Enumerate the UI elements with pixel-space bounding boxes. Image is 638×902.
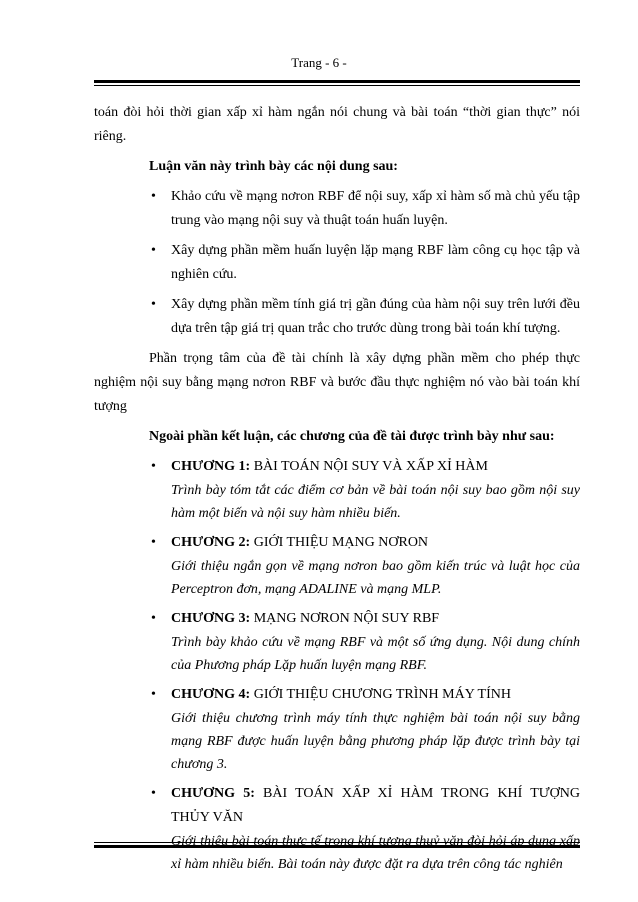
chapter-heading xyxy=(171,782,580,830)
chapter-title: GIỚI THIỆU CHƯƠNG TRÌNH MÁY TÍNH xyxy=(253,687,511,702)
chapter-title: BÀI TOÁN XẤP XỈ HÀM TRONG KHÍ TƯỢNG THỦY VĂN xyxy=(171,786,580,825)
bullet-icon: • xyxy=(151,687,156,702)
chapter-heading xyxy=(171,455,580,479)
bullet-icon: • xyxy=(151,611,156,626)
list-item xyxy=(149,293,580,341)
chapter-heading xyxy=(171,607,580,631)
focus-paragraph: Phần trọng tâm của đề tài chính là xây dựng phần mềm cho phép thực nghiệm nội suy bằng mạng nơron RBF và bước đầu thực nghiệm nó vào bài toán khí tượng xyxy=(94,351,580,414)
body-text xyxy=(94,101,580,882)
list-item-text: Xây dựng phần mềm huấn luyện lặp mạng RBF làm công cụ học tập và nghiên cứu. xyxy=(171,243,580,282)
page-header: Trang - 6 - xyxy=(291,55,347,70)
header-rule xyxy=(94,80,580,83)
list-item xyxy=(149,239,580,287)
footer-rule xyxy=(94,845,580,848)
list-item xyxy=(149,185,580,233)
list-item-text: Xây dựng phần mềm tính giá trị gần đúng của hàm nội suy trên lưới đều dựa trên tập giá trị quan trắc cho trước dùng trong bài toán khí tượng. xyxy=(171,297,580,336)
chapter-label: CHƯƠNG 1: xyxy=(171,459,251,474)
chapter-description: Trình bày tóm tắt các điểm cơ bản về bài toán nội suy bao gồm nội suy hàm một biến và nội suy hàm nhiều biến. xyxy=(171,483,580,521)
chapter-label: CHƯƠNG 5: xyxy=(171,786,255,801)
chapter-title: MẠNG NƠRON NỘI SUY RBF xyxy=(253,611,440,626)
chapters-intro: Ngoài phần kết luận, các chương của đề tài được trình bày như sau: xyxy=(149,429,555,444)
bullet-icon: • xyxy=(151,243,156,258)
bullet-icon: • xyxy=(151,535,156,550)
bullet-icon: • xyxy=(151,459,156,474)
list-item-text: Khảo cứu về mạng nơron RBF để nội suy, xấp xỉ hàm số mà chủ yếu tập trung vào mạng nội suy và thuật toán huấn luyện. xyxy=(171,189,580,228)
footer-rule-thin xyxy=(94,842,580,843)
bullet-icon: • xyxy=(151,786,156,801)
chapter-label: CHƯƠNG 4: xyxy=(171,687,251,702)
header-rule-thin xyxy=(94,85,580,86)
chapter-description: Trình bày khảo cứu về mạng RBF và một số ứng dụng. Nội dung chính của Phương pháp Lặp huấn luyện mạng RBF. xyxy=(171,635,580,673)
chapter-label: CHƯƠNG 3: xyxy=(171,611,251,626)
chapter-item xyxy=(149,782,580,876)
chapter-description: Giới thiệu ngắn gọn về mạng nơron bao gồm kiến trúc và luật học của Perceptron đơn, mạng ADALINE và mạng MLP. xyxy=(171,559,580,597)
chapter-list xyxy=(94,455,580,876)
bullet-icon: • xyxy=(151,297,156,312)
chapter-heading xyxy=(171,531,580,555)
chapter-description: Giới thiệu chương trình máy tính thực nghiệm bài toán nội suy bằng mạng RBF được huấn luyện bằng phương pháp lặp được trình bày tại chương 3. xyxy=(171,711,580,772)
chapter-label: CHƯƠNG 2: xyxy=(171,535,251,550)
chapter-item xyxy=(149,455,580,525)
paragraph-continuation: toán đòi hỏi thời gian xấp xỉ hàm ngắn nói chung và bài toán “thời gian thực” nói riêng. xyxy=(94,105,580,144)
bullet-icon: • xyxy=(151,189,156,204)
chapter-item xyxy=(149,683,580,776)
chapter-title: BÀI TOÁN NỘI SUY VÀ XẤP XỈ HÀM xyxy=(253,459,488,474)
chapter-description: Giới thiệu bài toán thực tế trong khí tượng thuỷ văn đòi hỏi áp dụng xấp xỉ hàm nhiều biến. Bài toán này được đặt ra dựa trên công tác nghiên xyxy=(171,834,580,872)
contents-intro: Luận văn này trình bày các nội dung sau: xyxy=(149,159,398,174)
chapter-heading xyxy=(171,683,580,707)
contents-list xyxy=(94,185,580,341)
chapter-title: GIỚI THIỆU MẠNG NƠRON xyxy=(253,535,429,550)
chapter-item xyxy=(149,607,580,677)
chapter-item xyxy=(149,531,580,601)
